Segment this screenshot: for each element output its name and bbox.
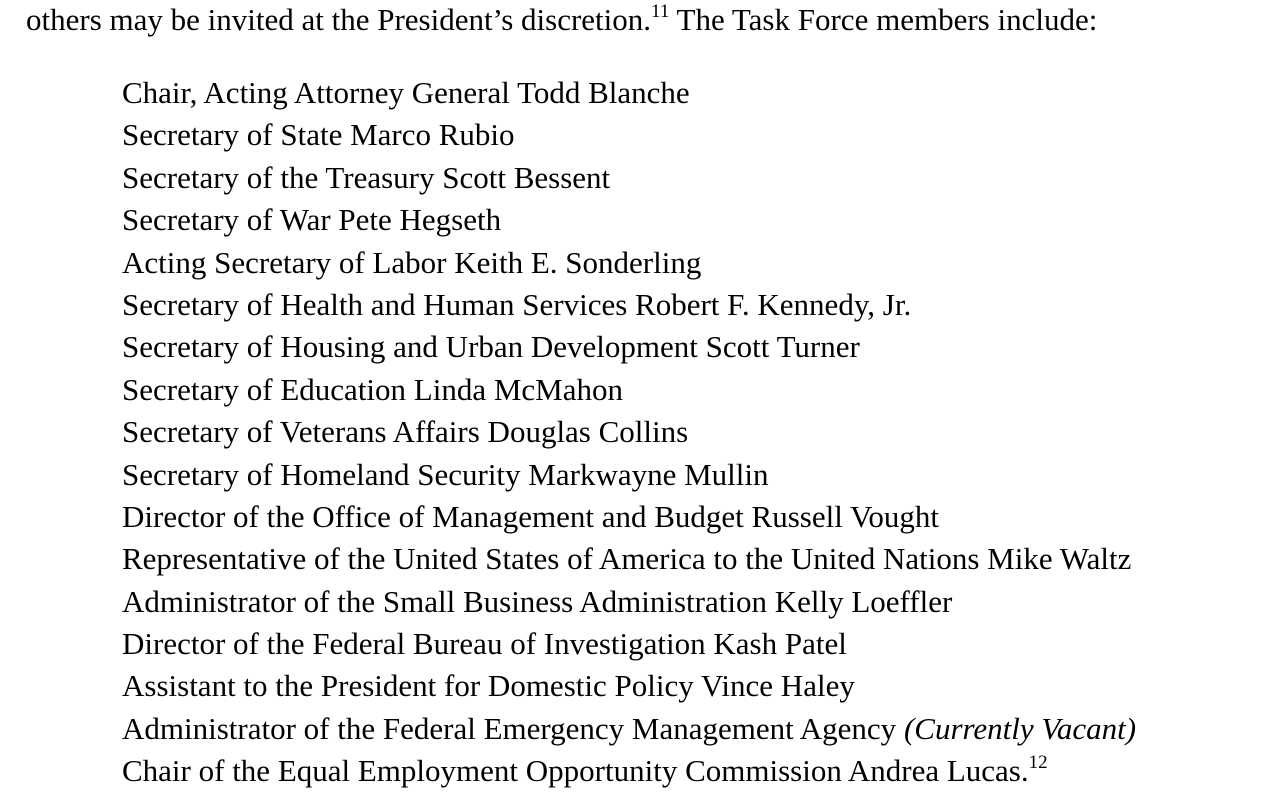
footnote-ref-12[interactable]: 12 [1028,751,1048,773]
member-item-eeoc [122,750,1136,792]
intro-sentence [26,0,1097,40]
fema-title: Administrator of the Federal Emergency Management Agency [122,710,904,746]
member-item-un-representative: Representative of the United States of America to the United Nations Mike Waltz [122,541,1132,577]
member-item-fema [122,708,1136,750]
member-item-homeland-security: Secretary of Homeland Security Markwayne Mullin [122,456,769,492]
intro-text-continued: The Task Force members include: [669,2,1098,37]
member-item-omb: Director of the Office of Management and Budget Russell Vought [122,498,940,534]
eeoc-text: Chair of the Equal Employment Opportunity Commission Andrea Lucas. [122,753,1029,789]
member-item-domestic-policy: Assistant to the President for Domestic Policy Vince Haley [122,668,855,704]
footnote-ref-11[interactable]: 11 [651,0,670,22]
member-item-education: Secretary of Education Linda McMahon [122,371,623,407]
member-item-sba: Administrator of the Small Business Administration Kelly Loeffler [122,583,953,619]
member-item-treasury: Secretary of the Treasury Scott Bessent [122,159,611,195]
member-item-hud: Secretary of Housing and Urban Development Scott Turner [122,329,860,365]
member-item-labor: Acting Secretary of Labor Keith E. Sonderling [122,244,702,280]
vacancy-note: (Currently Vacant) [903,710,1137,746]
task-force-member-list [122,72,1136,793]
member-item-war: Secretary of War Pete Hegseth [122,202,502,238]
member-item-hhs: Secretary of Health and Human Services Robert F. Kennedy, Jr. [122,286,912,322]
member-item-chair: Chair, Acting Attorney General Todd Blanche [122,75,690,110]
intro-text: others may be invited at the President’s discretion. [26,2,652,37]
member-item-state: Secretary of State Marco Rubio [122,117,515,153]
member-item-fbi: Director of the Federal Bureau of Investigation Kash Patel [122,626,847,662]
member-item-veterans-affairs: Secretary of Veterans Affairs Douglas Collins [122,414,689,450]
